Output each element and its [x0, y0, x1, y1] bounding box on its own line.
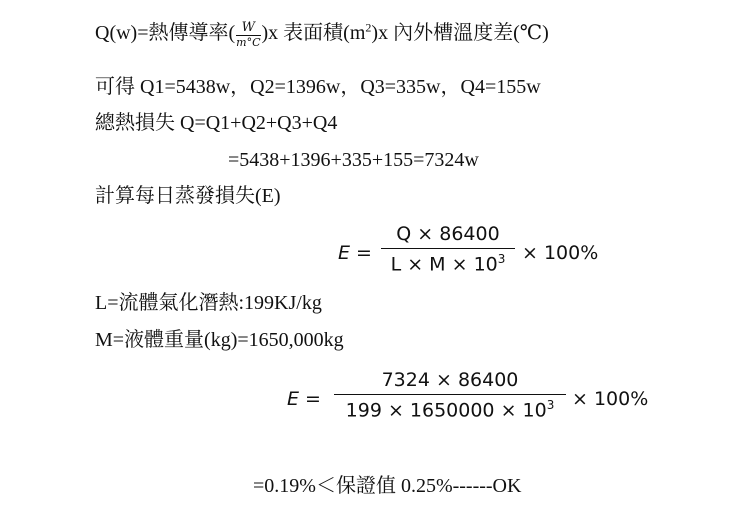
equation1-numerator: Q × 86400 [396, 223, 500, 245]
unit-fraction [236, 21, 260, 48]
equation2-denominator [334, 398, 566, 421]
equation1-lhs: E = [338, 242, 372, 264]
area-exponent: 2 [365, 20, 372, 35]
equation2-lhs: E = [287, 388, 321, 410]
equation2-fraction [334, 369, 566, 421]
equation1-tail: × 100% [522, 242, 599, 264]
unit-numerator: W [236, 21, 260, 36]
total-heat-value: =5438+1396+335+155=7324w [228, 149, 479, 171]
equation2-fraction-bar [334, 394, 566, 395]
total-heat-label: 總熱損失 Q=Q1+Q2+Q3+Q4 [95, 112, 338, 134]
equation2-tail: × 100% [572, 388, 649, 410]
evaporation-label: 計算每日蒸發損失(E) [95, 185, 281, 207]
unit-denominator: m°C [236, 36, 261, 49]
equation1-fraction-bar [381, 248, 515, 249]
equation2-numerator: 7324 × 86400 [381, 369, 519, 391]
q-values-line: 可得 Q1=5438w，Q2=1396w，Q3=335w，Q4=155w [95, 76, 541, 98]
equation1-denominator [381, 252, 515, 275]
result-line: =0.19%＜保證值 0.25%------OK [253, 475, 522, 497]
liquid-weight-line: M=液體重量(kg)=1650,000kg [95, 329, 344, 351]
equation1-exponent: 3 [497, 252, 506, 266]
latent-heat-line: L=流體氣化潛熱:199KJ/kg [95, 292, 322, 314]
equation1-denominator-text: L × M × 10 [390, 253, 498, 276]
equation2-exponent: 3 [546, 398, 555, 412]
equation2-denominator-text: 199 × 1650000 × 10 [345, 399, 547, 422]
formula-suffix-2: )x 內外槽溫度差(℃) [371, 22, 549, 45]
heat-conduction-formula [95, 21, 549, 48]
equation1-fraction [381, 223, 515, 275]
formula-prefix: Q(w)=熱傳導率( [95, 22, 236, 45]
formula-suffix: )x 表面積(m [261, 22, 366, 45]
